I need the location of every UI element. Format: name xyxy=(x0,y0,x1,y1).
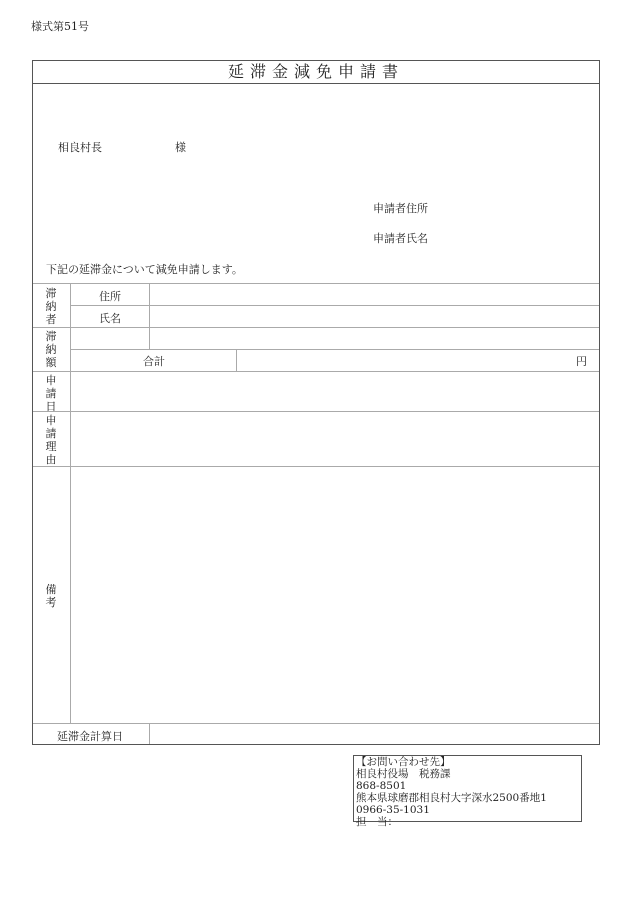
form-number: 様式第51号 xyxy=(31,20,89,33)
form-title: 延滞金減免申請書 xyxy=(33,61,599,84)
column-line xyxy=(149,283,150,349)
contact-person: 担 当： xyxy=(356,816,398,828)
column-line xyxy=(236,349,237,371)
contact-phone: 0966-35-1031 xyxy=(356,804,430,816)
table-top-line xyxy=(33,283,599,284)
addressee-honorific: 様 xyxy=(175,141,186,154)
contact-address: 熊本県球磨郡相良村大字深水2500番地1 xyxy=(356,792,547,804)
row-divider xyxy=(33,327,599,328)
applicant-name-label: 申請者氏名 xyxy=(373,232,428,245)
contact-office: 相良村役場 税務課 xyxy=(356,768,451,780)
addressee-name: 相良村長 xyxy=(58,141,102,154)
label-column-line xyxy=(70,283,71,723)
statement-text: 下記の延滞金について減免申請します。 xyxy=(46,263,243,276)
delinquent-label: 滞納者 xyxy=(45,287,57,326)
amount-label: 滞納額 xyxy=(45,330,57,369)
application-date-label: 申請日 xyxy=(45,374,57,413)
contact-box xyxy=(353,755,582,828)
row-divider xyxy=(33,411,599,412)
row-divider xyxy=(33,371,599,372)
row-divider xyxy=(71,305,599,306)
reason-label: 申請理由 xyxy=(45,414,57,466)
applicant-address-label: 申請者住所 xyxy=(373,202,428,215)
contact-postal: 868-8501 xyxy=(356,780,407,792)
name-label: 氏名 xyxy=(99,312,121,325)
address-label: 住所 xyxy=(99,290,121,303)
contact-heading: 【お問い合わせ先】 xyxy=(356,756,451,768)
form-frame xyxy=(32,60,600,745)
row-divider xyxy=(71,349,599,350)
column-line xyxy=(149,723,150,744)
remarks-label: 備考 xyxy=(45,583,57,609)
currency-unit: 円 xyxy=(576,355,587,368)
total-label: 合計 xyxy=(143,355,165,368)
row-divider xyxy=(33,723,599,724)
calc-date-label: 延滞金計算日 xyxy=(57,730,123,743)
row-divider xyxy=(33,466,599,467)
